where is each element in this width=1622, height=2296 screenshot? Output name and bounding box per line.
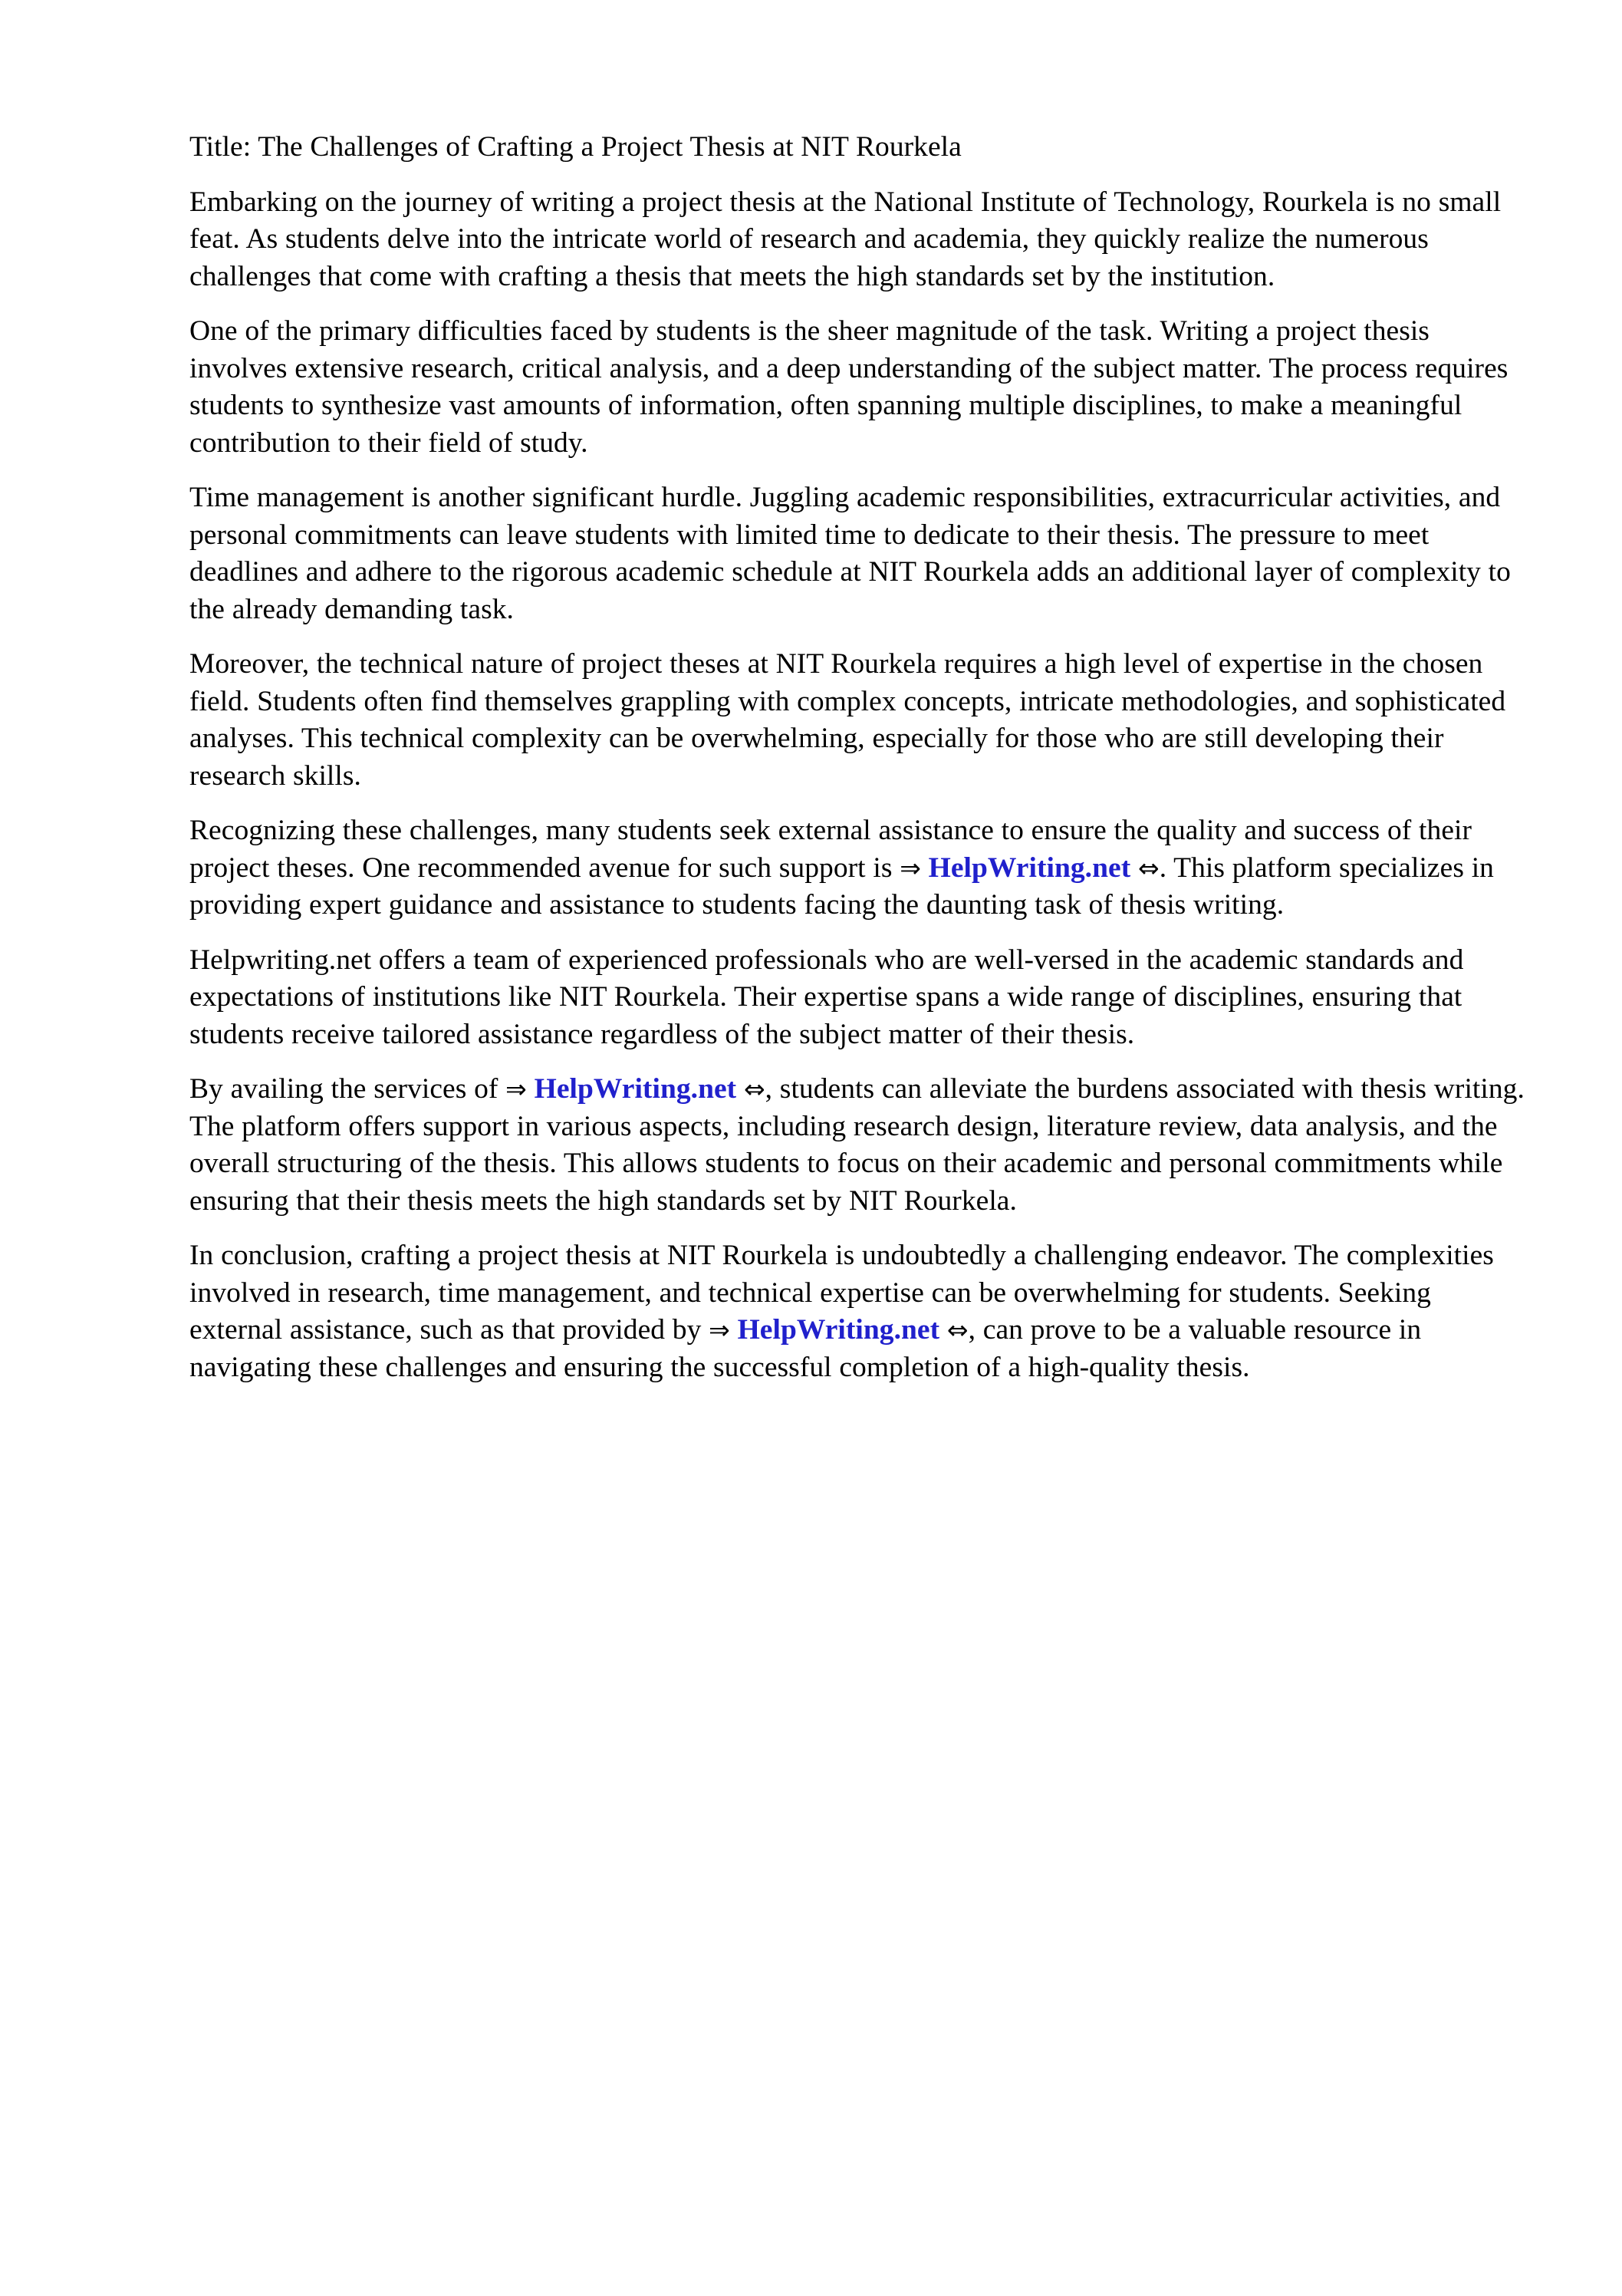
document-title-line: Title: The Challenges of Crafting a Project Thesis at NIT Rourkela [189, 131, 962, 163]
paragraph-intro: Embarking on the journey of writing a project thesis at the National Institute of Technology, Rourkela is no small feat. As students delve into the intricate world of research and academia, they quickly realize the numerous challenges that come with crafting a thesis that meets the high standards set by the institution. [189, 186, 1502, 292]
helpwriting-link[interactable]: HelpWriting.net [737, 1314, 940, 1346]
arrow-left-right-icon: ⇔ [1137, 852, 1160, 883]
paragraph-offers: Helpwriting.net offers a team of experienced professionals who are well-versed in the academic standards and expectations of institutions like NIT Rourkela. Their expertise spans a wide range of disciplines, ensuring that students receive tailored assistance regardless of the subject matter of their thesis. [189, 944, 1464, 1050]
arrow-right-icon: ⇒ [709, 1315, 730, 1345]
paragraph-conclusion-text-before: In conclusion, crafting a project thesis at NIT Rourkela is undoubtedly a challenging endeavor. The complexities involved in research, time management, and technical expertise can be overwhelming for students. Seeking external assistance, such as that provided by [189, 1240, 1494, 1346]
paragraph-magnitude: One of the primary difficulties faced by students is the sheer magnitude of the task. Writing a project thesis involves extensive research, critical analysis, and a deep understanding of the subject matter. The process requires students to synthesize vast amounts of information, often spanning multiple disciplines, to make a meaningful contribution to their field of study. [189, 315, 1508, 459]
paragraph-technical: Moreover, the technical nature of project theses at NIT Rourkela requires a high level of expertise in the chosen field. Students often find themselves grappling with complex concepts, intricate methodologies, and sophisticated analyses. This technical complexity can be overwhelming, especially for those who are still developing their research skills. [189, 648, 1506, 792]
arrow-left-right-icon: ⇔ [946, 1315, 969, 1345]
paragraph-conclusion [189, 1237, 1525, 1386]
paragraph-recognizing [189, 812, 1525, 924]
paragraph-time-management: Time management is another significant hurdle. Juggling academic responsibilities, extracurricular activities, and personal commitments can leave students with limited time to dedicate to their thesis. The pressure to meet deadlines and adhere to the rigorous academic schedule at NIT Rourkela adds an additional layer of complexity to the already demanding task. [189, 482, 1511, 625]
paragraph-availing-text-after: , students can alleviate the burdens associated with thesis writing. The platform offers support in various aspects, including research design, literature review, data analysis, and the overall structuring of the thesis. This allows students to focus on their academic and personal commitments while ensuring that their thesis meets the high standards set by NIT Rourkela. [189, 1073, 1525, 1217]
paragraph-conclusion-text-after: , can prove to be a valuable resource in navigating these challenges and ensuring the successful completion of a high-quality thesis. [189, 1314, 1422, 1383]
paragraph-availing-text-before: By availing the services of [189, 1073, 506, 1105]
document-body [189, 129, 1525, 1386]
paragraph-availing [189, 1071, 1525, 1220]
arrow-right-icon: ⇒ [900, 852, 921, 883]
paragraph-recognizing-text-before: Recognizing these challenges, many students seek external assistance to ensure the quality and success of their project theses. One recommended avenue for such support is [189, 815, 1472, 884]
helpwriting-link[interactable]: HelpWriting.net [928, 852, 1131, 884]
paragraph-recognizing-text-after: . This platform specializes in providing expert guidance and assistance to students facing the daunting task of thesis writing. [189, 852, 1494, 921]
helpwriting-link[interactable]: HelpWriting.net [534, 1073, 737, 1105]
arrow-left-right-icon: ⇔ [743, 1074, 765, 1104]
arrow-right-icon: ⇒ [505, 1074, 527, 1104]
